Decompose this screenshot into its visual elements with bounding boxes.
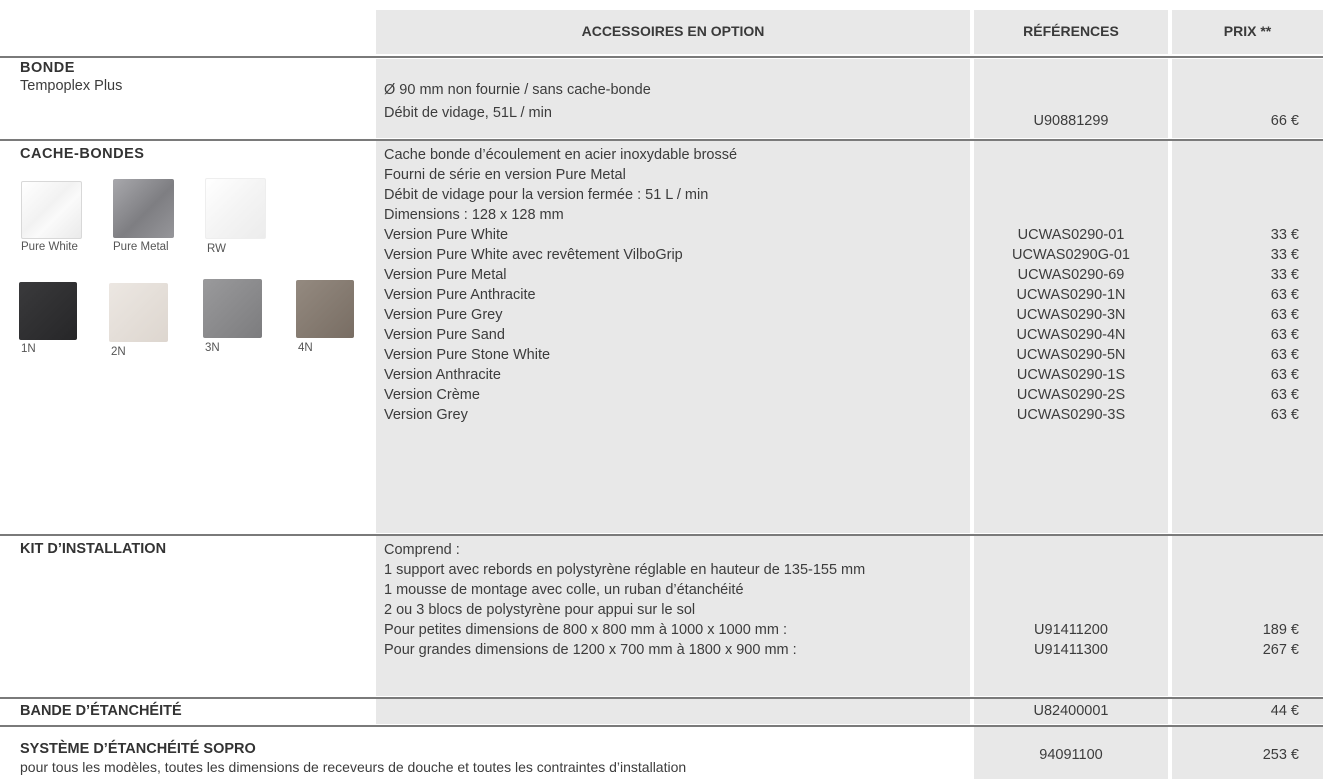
bande-ref: U82400001 [1033, 703, 1109, 719]
version-ref: UCWAS0290-2S [1016, 387, 1126, 403]
swatch-1n [19, 282, 77, 340]
kit-option-label: Pour grandes dimensions de 1200 x 700 mm à 1800 x 900 mm : [384, 642, 797, 658]
sopro-price: 253 € [1262, 747, 1299, 763]
version-price: 63 € [1270, 387, 1299, 403]
swatch-label: Pure Metal [113, 241, 169, 253]
version-price: 63 € [1270, 367, 1299, 383]
swatch-rw [205, 178, 266, 239]
kit-option-price: 189 € [1262, 622, 1299, 638]
version-price: 63 € [1270, 287, 1299, 303]
header-accessories: ACCESSOIRES EN OPTION [581, 23, 765, 39]
kit-ref-bg [974, 536, 1168, 696]
separator [0, 56, 1323, 58]
kit-title: KIT D’INSTALLATION [20, 541, 167, 557]
version-label: Version Pure Stone White [384, 347, 551, 363]
version-label: Version Anthracite [384, 367, 501, 383]
version-ref: UCWAS0290-5N [1016, 347, 1126, 363]
version-ref: UCWAS0290-3S [1016, 407, 1126, 423]
version-label: Version Crème [384, 387, 480, 403]
swatch-2n [109, 283, 168, 342]
swatch-label: Pure White [21, 241, 78, 253]
cache-intro-line: Fourni de série en version Pure Metal [384, 167, 626, 183]
swatch-label: 3N [205, 342, 220, 354]
version-label: Version Pure White avec revêtement VilboGrip [384, 247, 683, 263]
sopro-subtitle: pour tous les modèles, toutes les dimensions de receveurs de douche et toutes les contraintes d’installation [20, 759, 687, 775]
version-label: Version Pure Anthracite [384, 287, 536, 303]
version-ref: UCWAS0290-1S [1016, 367, 1126, 383]
kit-line: 1 mousse de montage avec colle, un ruban d’étanchéité [384, 582, 744, 598]
swatch-label: 4N [298, 342, 313, 354]
version-price: 33 € [1270, 227, 1299, 243]
cache-intro-line: Cache bonde d’écoulement en acier inoxydable brossé [384, 147, 738, 163]
bonde-line: Débit de vidage, 51L / min [384, 105, 552, 121]
separator [0, 139, 1323, 141]
sopro-title: SYSTÈME D’ÉTANCHÉITÉ SOPRO [20, 741, 256, 757]
separator [0, 725, 1323, 727]
swatch-label: 1N [21, 343, 36, 355]
version-price: 33 € [1270, 247, 1299, 263]
version-ref: UCWAS0290-3N [1016, 307, 1126, 323]
bonde-subtitle: Tempoplex Plus [20, 78, 123, 94]
header-references: RÉFÉRENCES [1023, 23, 1119, 39]
version-ref: UCWAS0290-1N [1016, 287, 1126, 303]
bonde-line: Ø 90 mm non fournie / sans cache-bonde [384, 82, 651, 98]
swatch-3n [203, 279, 262, 338]
kit-option-label: Pour petites dimensions de 800 x 800 mm à 1000 x 1000 mm : [384, 622, 787, 638]
version-ref: UCWAS0290-69 [1017, 267, 1125, 283]
bonde-ref: U90881299 [1033, 113, 1109, 129]
kit-price-bg [1172, 536, 1323, 696]
cache-intro-line: Dimensions : 128 x 128 mm [384, 207, 564, 223]
swatch-label: 2N [111, 346, 126, 358]
bonde-price: 66 € [1270, 113, 1299, 129]
cache-intro-line: Débit de vidage pour la version fermée : 51 L / min [384, 187, 709, 203]
bande-desc-bg [376, 699, 970, 724]
version-ref: UCWAS0290-4N [1016, 327, 1126, 343]
version-label: Version Pure Metal [384, 267, 507, 283]
sopro-ref: 94091100 [1039, 747, 1103, 763]
version-label: Version Grey [384, 407, 468, 423]
bande-price: 44 € [1270, 703, 1299, 719]
cache-bondes-title: CACHE-BONDES [20, 146, 145, 162]
version-price: 63 € [1270, 347, 1299, 363]
version-label: Version Pure Sand [384, 327, 505, 343]
version-price: 33 € [1270, 267, 1299, 283]
version-price: 63 € [1270, 407, 1299, 423]
kit-option-ref: U91411300 [1034, 642, 1108, 658]
swatch-label: RW [207, 243, 226, 255]
swatch-pure-white [21, 181, 82, 239]
version-ref: UCWAS0290G-01 [1012, 247, 1130, 263]
bande-title: BANDE D’ÉTANCHÉITÉ [20, 703, 182, 719]
separator [0, 697, 1323, 699]
kit-line: 1 support avec rebords en polystyrène réglable en hauteur de 135-155 mm [384, 562, 866, 578]
version-price: 63 € [1270, 307, 1299, 323]
kit-option-price: 267 € [1262, 642, 1299, 658]
kit-line: 2 ou 3 blocs de polystyrène pour appui sur le sol [384, 602, 696, 618]
swatch-4n [296, 280, 354, 338]
kit-option-ref: U91411200 [1034, 622, 1108, 638]
kit-line: Comprend : [384, 542, 460, 558]
version-price: 63 € [1270, 327, 1299, 343]
version-label: Version Pure Grey [384, 307, 503, 323]
version-ref: UCWAS0290-01 [1017, 227, 1125, 243]
header-price: PRIX ** [1223, 23, 1272, 39]
bonde-title: BONDE [20, 60, 75, 76]
version-label: Version Pure White [384, 227, 509, 243]
separator [0, 534, 1323, 536]
swatch-pure-metal [113, 179, 174, 238]
